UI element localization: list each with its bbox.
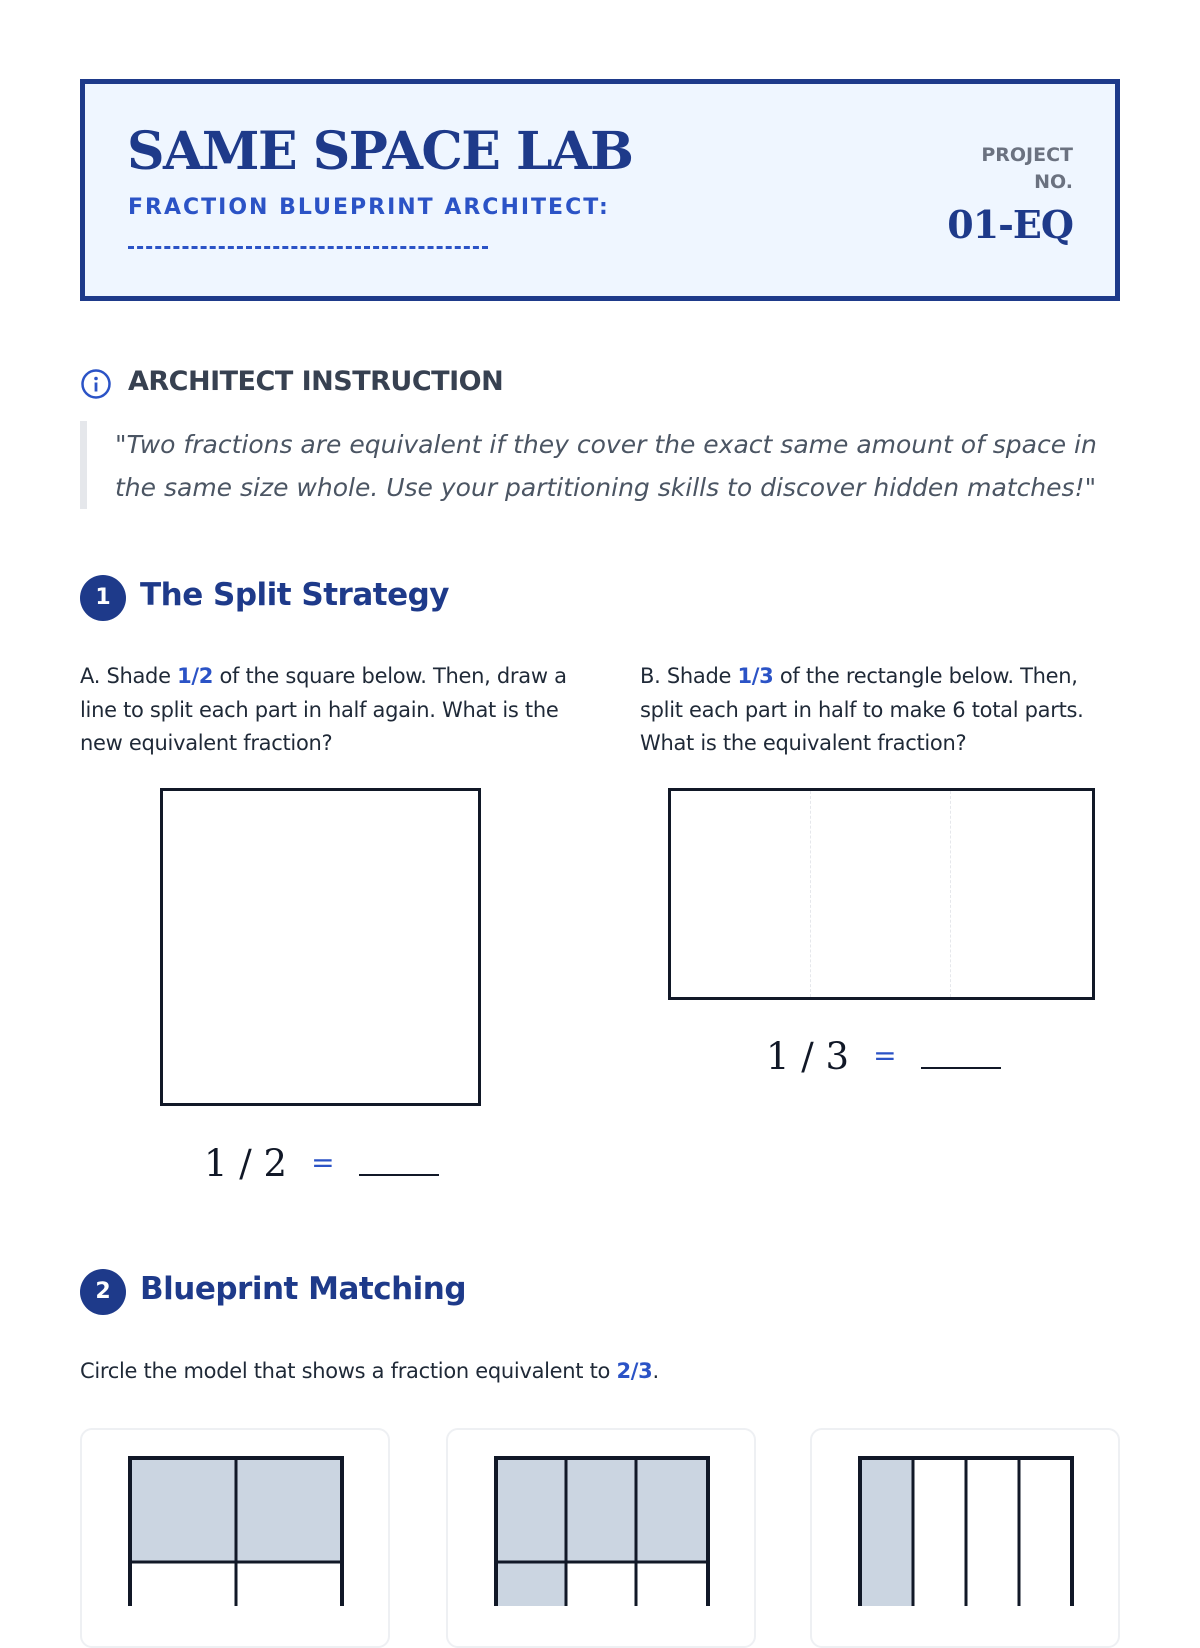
question-a-fraction: 1/2: [177, 664, 214, 688]
equation-a-answer-blank[interactable]: [359, 1164, 439, 1176]
equation-a-equals: =: [311, 1146, 335, 1179]
question-b-fraction: 1/3: [737, 664, 774, 688]
question-b-suffix: of the rectangle below. Then, split each part in half to make 6 total parts. What is the equivalent fraction?: [640, 664, 1084, 755]
question-a-prefix: A. Shade: [80, 664, 178, 688]
page-subtitle: FRACTION BLUEPRINT ARCHITECT:: [128, 195, 610, 220]
rectangle-guide-line-1: [810, 791, 811, 997]
model-option-3[interactable]: [858, 1456, 1074, 1606]
question-b-text: [640, 660, 1120, 761]
question-b-prefix: B. Shade: [640, 664, 738, 688]
matching-prompt: [80, 1355, 1080, 1389]
equation-b-left: 1 / 3: [766, 1035, 850, 1078]
model-option-2[interactable]: [494, 1456, 710, 1606]
matching-prompt-prefix: Circle the model that shows a fraction equivalent to: [80, 1359, 617, 1383]
header-panel: [80, 79, 1120, 301]
equation-b-answer-blank[interactable]: [921, 1057, 1001, 1069]
project-number: 01-EQ: [947, 202, 1073, 247]
section-2-badge: 2: [80, 1269, 126, 1315]
question-a-suffix: of the square below. Then, draw a line to split each part in half again. What is the new equivalent fraction?: [80, 664, 567, 755]
model-3-cell-shaded: [860, 1458, 913, 1606]
model-2-cell-shaded: [496, 1562, 566, 1606]
section-1-title: The Split Strategy: [140, 577, 450, 613]
model-option-1[interactable]: [128, 1456, 344, 1606]
model-1-cell-shaded: [130, 1458, 236, 1562]
model-2-cell-shaded: [566, 1458, 636, 1562]
model-1-cell-shaded: [236, 1458, 342, 1562]
section-2-title: Blueprint Matching: [140, 1271, 467, 1307]
equation-a: [204, 1142, 439, 1185]
model-2-cell-shaded: [496, 1458, 566, 1562]
page-title: SAME SPACE LAB: [127, 121, 633, 182]
instruction-quote: "Two fractions are equivalent if they cover the exact same amount of space in the same size whole. Use your partitioning skills to discover hidden matches!": [80, 421, 1120, 509]
info-icon: [80, 368, 112, 400]
section-1-badge: 1: [80, 575, 126, 621]
equation-b-equals: =: [873, 1039, 897, 1072]
model-2-cell-shaded: [636, 1458, 708, 1562]
matching-prompt-suffix: .: [652, 1359, 659, 1383]
rectangle-guide-line-2: [950, 791, 951, 997]
equation-a-left: 1 / 2: [204, 1142, 288, 1185]
name-write-line[interactable]: [128, 246, 488, 249]
square-drawing-area[interactable]: [160, 788, 481, 1106]
question-a-text: [80, 660, 580, 761]
equation-b: [766, 1035, 1001, 1078]
matching-prompt-fraction: 2/3: [616, 1359, 653, 1383]
rectangle-drawing-area[interactable]: [668, 788, 1095, 1000]
instruction-title: ARCHITECT INSTRUCTION: [128, 366, 504, 397]
project-label: PROJECT NO.: [981, 144, 1073, 193]
